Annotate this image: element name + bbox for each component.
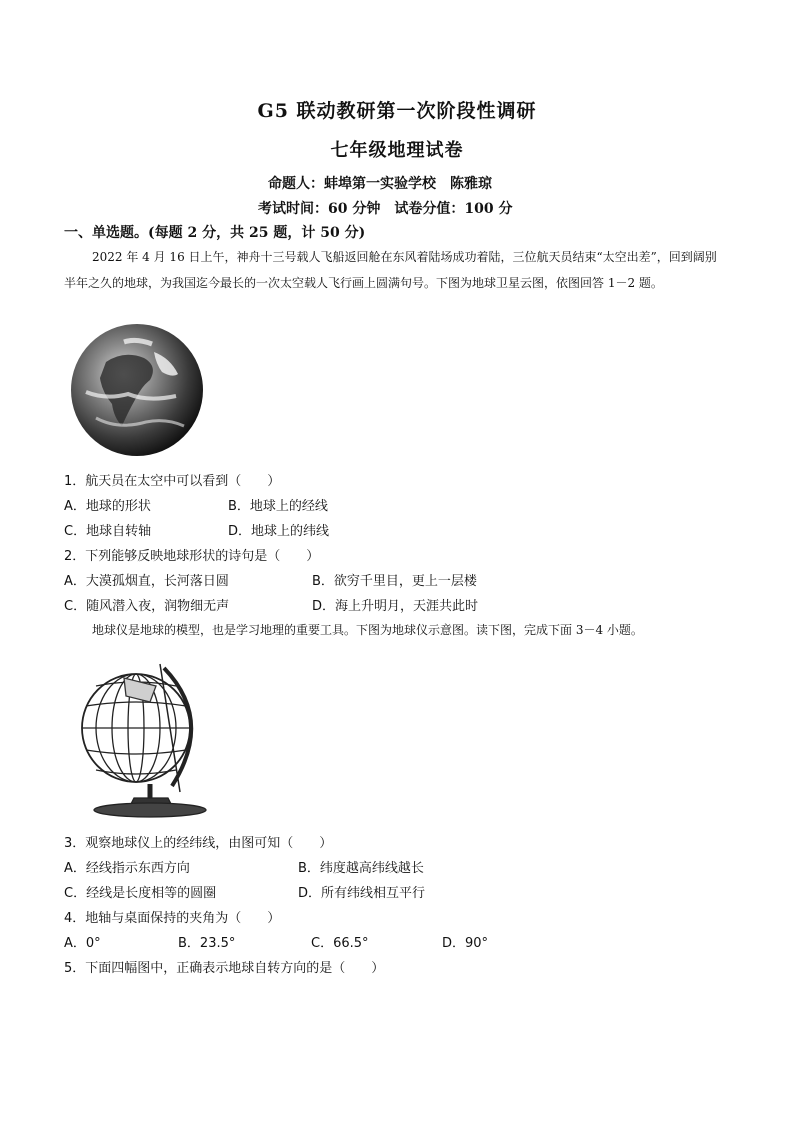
question-4-option-b[interactable]: B．23.5° (178, 936, 236, 951)
globe-image (64, 650, 214, 820)
exam-info: 考试时间：60 分钟 试卷分值：100 分 (258, 201, 513, 217)
question-3-stem: 3．观察地球仪上的经纬线，由图可知（ ） (64, 836, 333, 851)
exam-author: 命题人：蚌埠第一实验学校 陈雅琼 (268, 176, 492, 192)
exam-subtitle: 七年级地理试卷 (330, 140, 464, 161)
question-4-option-d[interactable]: D．90° (442, 936, 489, 951)
question-2-option-a[interactable]: A．大漠孤烟直，长河落日圆 (64, 574, 229, 589)
passage-2: 地球仪是地球的模型，也是学习地理的重要工具。下图为地球仪示意图。读下图，完成下面 3－4 小题。 (92, 623, 643, 637)
question-4-stem: 4．地轴与桌面保持的夹角为（ ） (64, 911, 281, 926)
passage-1: 2022 年 4 月 16 日上午，神舟十三号载人飞船返回舱在东风着陆场成功着陆，三位航天员结束“太空出差”，回到阔别半年之久的地球，为我国迄今最长的一次太空载人飞行画上圆满句号。下图为地球卫星云图，依图回答 1－2 题。 (64, 250, 717, 290)
exam-title: G5 联动教研第一次阶段性调研 (257, 100, 537, 122)
question-1-option-c[interactable]: C．地球自转轴 (64, 524, 152, 539)
question-3-option-a[interactable]: A．经线指示东西方向 (64, 861, 190, 876)
question-1-option-a[interactable]: A．地球的形状 (64, 499, 151, 514)
earth-satellite-image (66, 322, 208, 458)
question-1-option-d[interactable]: D．地球上的纬线 (228, 524, 330, 539)
question-2-option-b[interactable]: B．欲穷千里目，更上一层楼 (312, 574, 477, 589)
question-4-option-a[interactable]: A．0° (64, 936, 101, 951)
question-4-option-c[interactable]: C．66.5° (311, 936, 369, 951)
question-1-stem: 1．航天员在太空中可以看到（ ） (64, 474, 281, 489)
question-3-option-d[interactable]: D．所有纬线相互平行 (298, 886, 426, 901)
question-3-option-c[interactable]: C．经线是长度相等的圆圈 (64, 886, 217, 901)
question-5-stem: 5．下面四幅图中，正确表示地球自转方向的是（ ） (64, 961, 385, 976)
question-3-option-b[interactable]: B．纬度越高纬线越长 (298, 861, 424, 876)
question-2-option-d[interactable]: D．海上升明月，天涯共此时 (312, 599, 479, 614)
question-2-stem: 2．下列能够反映地球形状的诗句是（ ） (64, 549, 320, 564)
section-heading: 一、单选题。(每题 2 分，共 25 题，计 50 分) (64, 225, 366, 241)
question-1-option-b[interactable]: B．地球上的经线 (228, 499, 328, 514)
question-2-option-c[interactable]: C．随风潜入夜，润物细无声 (64, 599, 230, 614)
